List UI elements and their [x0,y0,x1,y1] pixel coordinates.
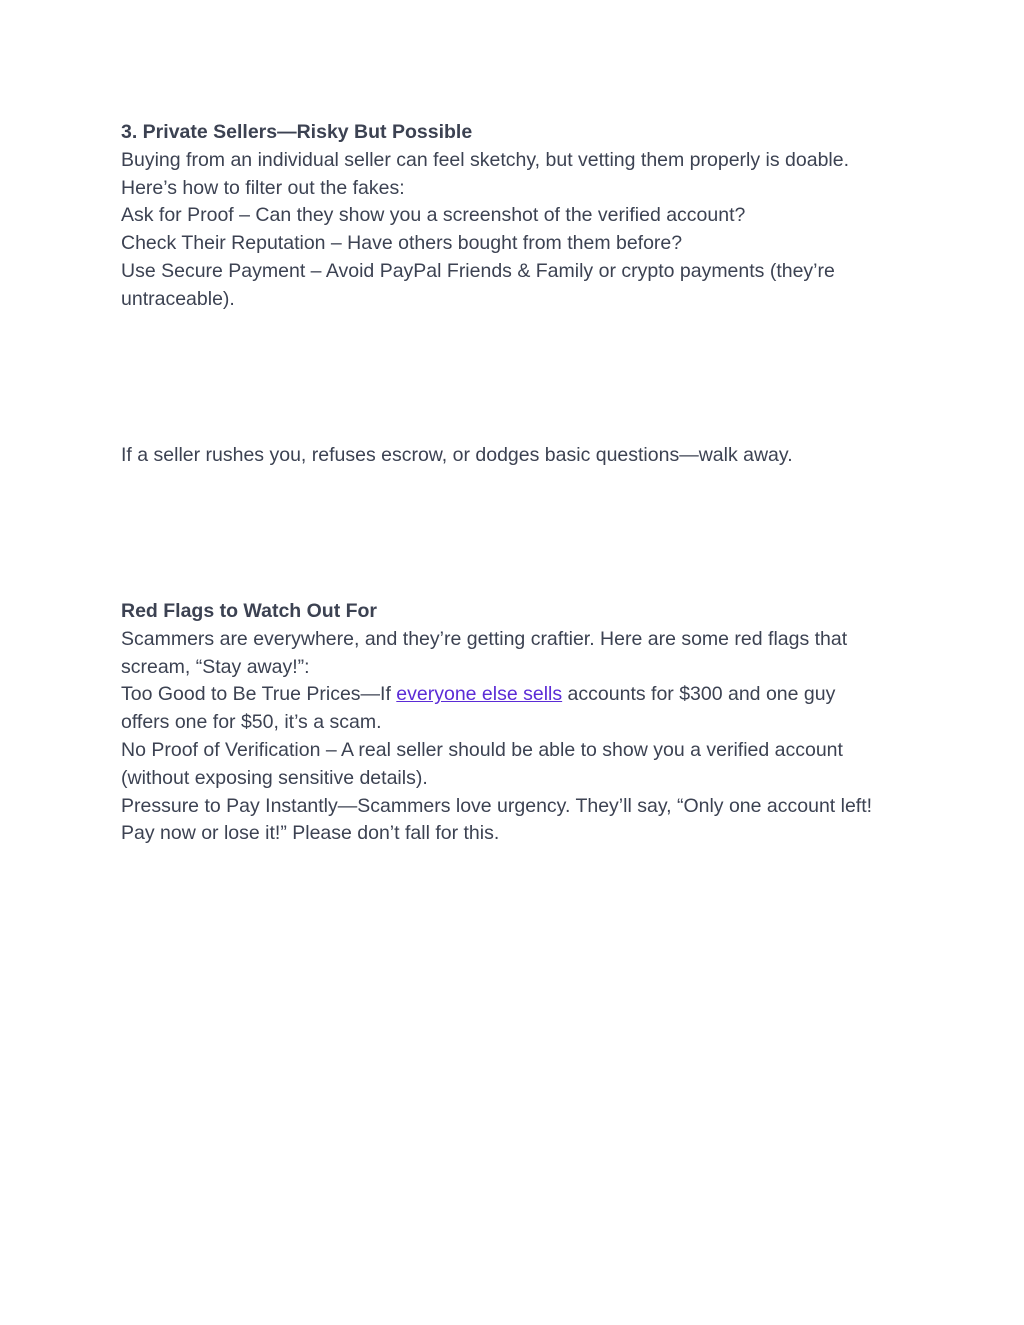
section-heading: 3. Private Sellers—Risky But Possible [121,121,473,143]
paragraph-line: Ask for Proof – Can they show you a screenshot of the verified account? [121,204,746,227]
red-flags-section [121,598,896,848]
paragraph-line: Buying from an individual seller can feel sketchy, but vetting them properly is doable. [121,148,850,171]
text-after-link: accounts for $300 and one guy [562,683,836,706]
paragraph-line: Use Secure Payment – Avoid PayPal Friends & Family or crypto payments (they’re [121,259,835,282]
paragraph-line: Pressure to Pay Instantly—Scammers love urgency. They’ll say, “Only one account left! [121,794,873,817]
walk-away-paragraph [121,442,896,470]
paragraph-line: Check Their Reputation – Have others bought from them before? [121,232,683,255]
paragraph-line: Here’s how to filter out the fakes: [121,176,405,199]
everyone-else-sells-link[interactable]: everyone else sells [396,683,563,706]
paragraph-line: Scammers are everywhere, and they’re getting craftier. Here are some red flags that [121,627,848,650]
paragraph-line: (without exposing sensitive details). [121,766,428,789]
text-before-link: Too Good to Be True Prices—If [121,683,397,706]
paragraph-line: offers one for $50, it’s a scam. [121,711,382,734]
paragraph-line: No Proof of Verification – A real seller should be able to show you a verified account [121,738,843,761]
paragraph-line: Pay now or lose it!” Please don’t fall for this. [121,822,500,845]
paragraph-line: scream, “Stay away!”: [121,655,310,678]
section-heading: Red Flags to Watch Out For [121,600,378,622]
paragraph-line: If a seller rushes you, refuses escrow, or dodges basic questions—walk away. [121,444,793,466]
private-sellers-section [121,119,896,314]
paragraph-line-with-link [121,681,896,709]
paragraph-line: untraceable). [121,287,235,310]
